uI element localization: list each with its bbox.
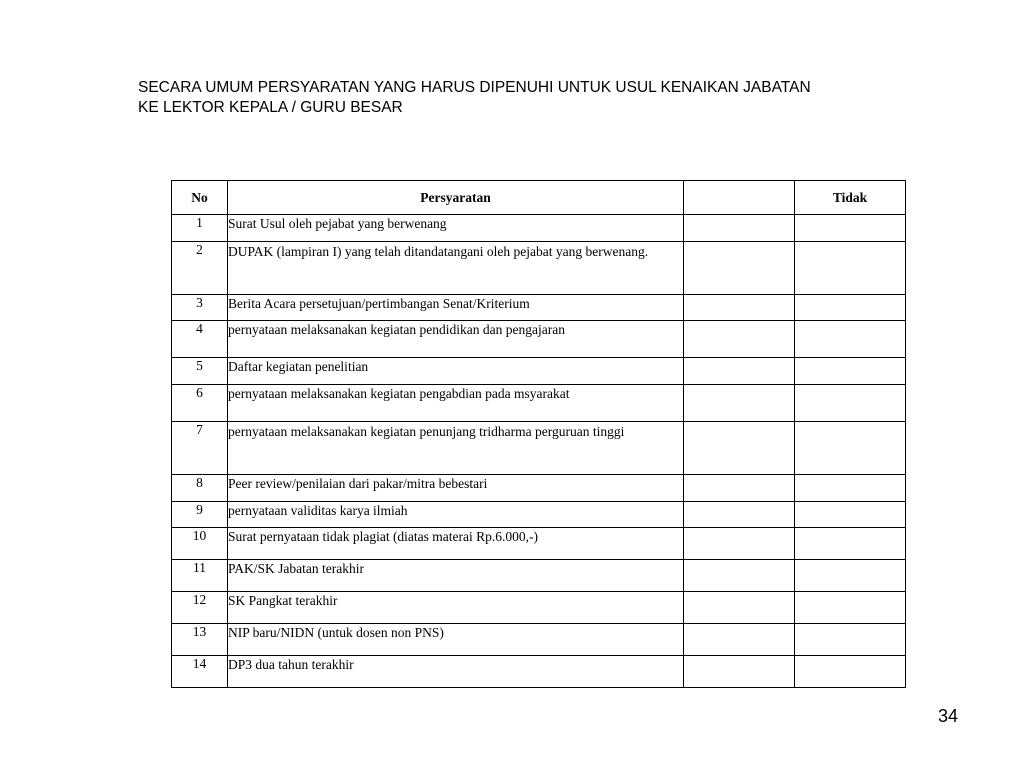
row-cell-empty bbox=[684, 528, 795, 560]
row-number: 3 bbox=[172, 295, 228, 321]
row-cell-tidak bbox=[795, 215, 906, 242]
row-cell-empty bbox=[684, 242, 795, 295]
row-cell-empty bbox=[684, 295, 795, 321]
row-requirement: Peer review/penilaian dari pakar/mitra bebestari bbox=[228, 475, 684, 502]
table-row bbox=[172, 358, 906, 385]
row-number: 12 bbox=[172, 592, 228, 624]
row-number: 1 bbox=[172, 215, 228, 242]
row-number: 9 bbox=[172, 502, 228, 528]
row-cell-empty bbox=[684, 385, 795, 422]
header-no: No bbox=[172, 181, 228, 215]
row-cell-tidak bbox=[795, 592, 906, 624]
row-cell-empty bbox=[684, 358, 795, 385]
table-row bbox=[172, 624, 906, 656]
row-requirement: PAK/SK Jabatan terakhir bbox=[228, 560, 684, 592]
slide-title-line-1: SECARA UMUM PERSYARATAN YANG HARUS DIPENUHI UNTUK USUL KENAIKAN JABATAN bbox=[138, 79, 811, 96]
row-number: 4 bbox=[172, 321, 228, 358]
row-cell-tidak bbox=[795, 656, 906, 688]
table-header-row bbox=[172, 181, 906, 215]
row-number: 11 bbox=[172, 560, 228, 592]
table-row bbox=[172, 592, 906, 624]
row-requirement: pernyataan melaksanakan kegiatan pengabdian pada msyarakat bbox=[228, 385, 684, 422]
row-number: 14 bbox=[172, 656, 228, 688]
header-tidak: Tidak bbox=[795, 181, 906, 215]
row-number: 6 bbox=[172, 385, 228, 422]
row-number: 5 bbox=[172, 358, 228, 385]
row-cell-tidak bbox=[795, 385, 906, 422]
row-number: 10 bbox=[172, 528, 228, 560]
table-row bbox=[172, 560, 906, 592]
header-column-3 bbox=[684, 181, 795, 215]
row-cell-tidak bbox=[795, 475, 906, 502]
requirements-table bbox=[171, 180, 906, 688]
row-cell-empty bbox=[684, 656, 795, 688]
row-requirement: NIP baru/NIDN (untuk dosen non PNS) bbox=[228, 624, 684, 656]
row-cell-tidak bbox=[795, 422, 906, 475]
table-row bbox=[172, 528, 906, 560]
table-row bbox=[172, 295, 906, 321]
row-cell-empty bbox=[684, 560, 795, 592]
row-requirement: DP3 dua tahun terakhir bbox=[228, 656, 684, 688]
table-row bbox=[172, 502, 906, 528]
table-row bbox=[172, 242, 906, 295]
row-requirement: Berita Acara persetujuan/pertimbangan Senat/Kriterium bbox=[228, 295, 684, 321]
row-requirement: Daftar kegiatan penelitian bbox=[228, 358, 684, 385]
row-cell-empty bbox=[684, 502, 795, 528]
row-requirement: SK Pangkat terakhir bbox=[228, 592, 684, 624]
row-number: 2 bbox=[172, 242, 228, 295]
row-cell-tidak bbox=[795, 502, 906, 528]
table-row bbox=[172, 422, 906, 475]
row-cell-tidak bbox=[795, 321, 906, 358]
row-cell-tidak bbox=[795, 528, 906, 560]
row-number: 7 bbox=[172, 422, 228, 475]
row-requirement: Surat Usul oleh pejabat yang berwenang bbox=[228, 215, 684, 242]
row-requirement: DUPAK (lampiran I) yang telah ditandatangani oleh pejabat yang berwenang. bbox=[228, 242, 684, 295]
row-cell-empty bbox=[684, 475, 795, 502]
row-number: 8 bbox=[172, 475, 228, 502]
row-cell-tidak bbox=[795, 358, 906, 385]
row-cell-tidak bbox=[795, 624, 906, 656]
page-number: 34 bbox=[938, 706, 959, 726]
table-row bbox=[172, 321, 906, 358]
row-cell-empty bbox=[684, 592, 795, 624]
row-requirement: Surat pernyataan tidak plagiat (diatas materai Rp.6.000,-) bbox=[228, 528, 684, 560]
row-requirement: pernyataan melaksanakan kegiatan pendidikan dan pengajaran bbox=[228, 321, 684, 358]
header-requirement: Persyaratan bbox=[228, 181, 684, 215]
row-cell-tidak bbox=[795, 242, 906, 295]
row-requirement: pernyataan melaksanakan kegiatan penunjang tridharma perguruan tinggi bbox=[228, 422, 684, 475]
table-row bbox=[172, 215, 906, 242]
table-row bbox=[172, 475, 906, 502]
row-cell-empty bbox=[684, 215, 795, 242]
row-cell-empty bbox=[684, 321, 795, 358]
row-cell-tidak bbox=[795, 295, 906, 321]
row-cell-tidak bbox=[795, 560, 906, 592]
row-cell-empty bbox=[684, 422, 795, 475]
slide-title-line-2: KE LEKTOR KEPALA / GURU BESAR bbox=[138, 99, 403, 116]
slide-title bbox=[138, 78, 938, 118]
row-requirement: pernyataan validitas karya ilmiah bbox=[228, 502, 684, 528]
row-cell-empty bbox=[684, 624, 795, 656]
row-number: 13 bbox=[172, 624, 228, 656]
table-row bbox=[172, 656, 906, 688]
table-row bbox=[172, 385, 906, 422]
